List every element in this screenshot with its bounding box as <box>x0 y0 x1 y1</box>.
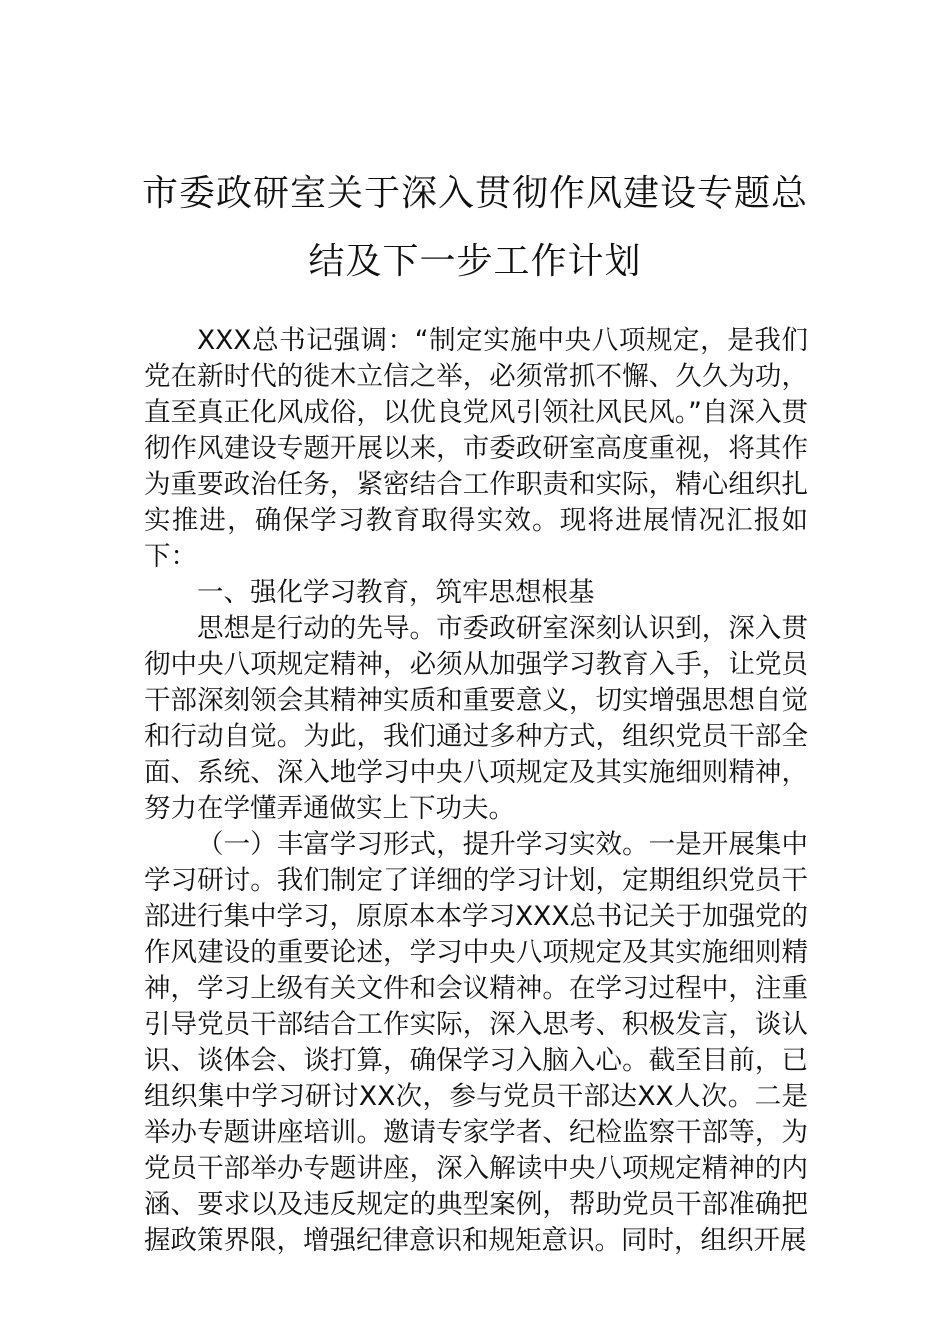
paragraph-subsection-1: （一）丰富学习形式，提升学习实效。一是开展集中学习研讨。我们制定了详细的学习计划，定期组织党员干部进行集中学习，原原本本学习XXX总书记关于加强党的作风建设的重要论述，学习中央八项规定及其实施细则精神，学习上级有关文件和会议精神。在学习过程中，注重引导党员干部结合工作实际，深入思考、积极发言，谈认识、谈体会、谈打算，确保学习入脑入心。截至目前，已组织集中学习研讨XX次，参与党员干部达XX人次。二是举办专题讲座培训。邀请专家学者、纪检监察干部等，为党员干部举办专题讲座，深入解读中央八项规定精神的内涵、要求以及违反规定的典型案例，帮助党员干部准确把握政策界限，增强纪律意识和规矩意识。同时，组织开展 <box>144 829 808 1256</box>
document-body <box>144 323 808 1259</box>
paragraph-section-1: 思想是行动的先导。市委政研室深刻认识到，深入贯彻中央八项规定精神，必须从加强学习教育入手，让党员干部深刻领会其精神实质和重要意义，切实增强思想自觉和行动自觉。为此，我们通过多种方式，组织党员干部全面、系统、深入地学习中央八项规定及其实施细则精神，努力在学懂弄通做实上下功夫。 <box>144 613 808 824</box>
section-heading-1: 一、强化学习教育，筑牢思想根基 <box>197 577 595 608</box>
paragraph-intro: XXX总书记强调：“制定实施中央八项规定，是我们党在新时代的徙木立信之举，必须常抓不懈、久久为功，直至真正化风成俗，以优良党风引领社风民风。”自深入贯彻作风建设专题开展以来，市委政研室高度重视，将其作为重要政治任务，紧密结合工作职责和实际，精心组织扎实推进，确保学习教育取得实效。现将进展情况汇报如下： <box>144 325 808 572</box>
document-title: 市委政研室关于深入贯彻作风建设专题总结及下一步工作计划 <box>141 173 808 282</box>
